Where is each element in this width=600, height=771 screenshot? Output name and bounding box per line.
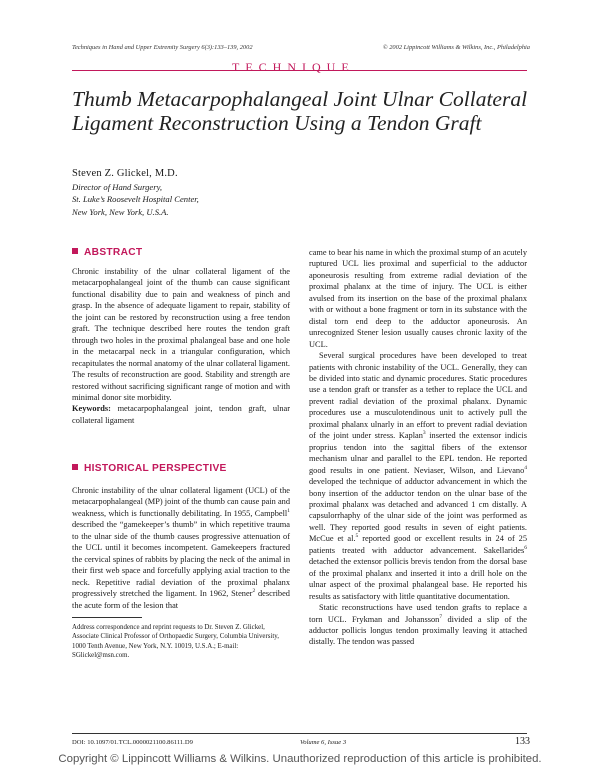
abstract-heading — [72, 247, 142, 258]
author-affiliation — [72, 181, 199, 218]
copyright-notice: Copyright © Lippincott Williams & Wilkins. Unauthorized reproduction of this article is prohibited. — [58, 753, 542, 765]
correspondence-footnote: Address correspondence and reprint requests to Dr. Steven Z. Glickel, Associate Clinical Professor of Orthopaedic Surgery, Columbia University, 1000 Tenth Avenue, New York, N.Y. 10019, U.S.A.; E-mail: SGlickel@msn.com. — [72, 624, 279, 660]
author-name: Steven Z. Glickel, M.D. — [72, 168, 178, 179]
running-head-journal: Techniques in Hand and Upper Extremity Surgery 6(3):133–139, 2002 — [72, 44, 253, 51]
heading-square-icon — [72, 248, 78, 254]
affiliation-line: New York, New York, U.S.A. — [72, 206, 169, 217]
footnote-rule — [72, 617, 142, 618]
keywords-label: Keywords: — [72, 404, 111, 414]
history-heading-text: HISTORICAL PERSPECTIVE — [84, 463, 227, 474]
body-paragraph: Static reconstructions have used tendon grafts to replace a torn UCL. Frykman and Johansson$^7$ divided a slip of the adductor pollicis longus tendon proximally leaving it attached distally. The tendon was passed — [309, 603, 528, 647]
article-title: Thumb Metacarpophalangeal Joint Ulnar Collateral Ligament Reconstruction Using a Tendon Graft — [72, 87, 528, 135]
abstract-heading-text: ABSTRACT — [84, 247, 143, 258]
section-label: TECHNIQUE — [232, 60, 355, 74]
keywords-text: metacarpophalangeal joint, tendon graft, ulnar collateral ligament — [72, 404, 290, 425]
abstract-keywords — [72, 403, 290, 426]
history-heading — [72, 463, 227, 474]
affiliation-line: Director of Hand Surgery, — [72, 182, 163, 192]
section-rule — [72, 70, 527, 71]
history-body — [72, 485, 290, 611]
body-paragraph: Several surgical procedures have been developed to treat patients with chronic instability of the UCL. Generally, they can be divided into static and dynamic procedures. Static procedures use a tendon graft or transfer as a tether to replace the UCL and prevent radial deviation of the proximal phalanx. Dynamic procedures use a musculotendinous unit to actively pull the proximal phalanx ulnarly in an effort to prevent radial deviation of the joint under stress. Kaplan$^3$ inserted the extensor indicis proprius tendon into the sagittal fibers of the extensor mechanism ulnar and parallel to the EPL tendon. He reported good results in one patient. Neviaser, Wilson, and Lievano$^4$ developed the technique of adductor advancement in which the bony insertion of the adductor tendon on the ulnar base of the proximal phalanx was detached and advanced 1 cm distally. A capsulorrhaphy of the ulnar side of the joint was performed as well. They reported good results in seven of eight patients. McCue et al.$^5$ reported good or excellent results in 24 of 25 patients treated with adductor advancement. Sakellarides$^6$ detached the extensor pollicis brevis tendon from the dorsal base of the proximal phalanx and inserted it into a drill hole on the ulnar aspect of the proximal phalangeal base. He reported his results as satisfactory with little quantitative documentation. — [309, 351, 527, 601]
right-column-body — [309, 247, 527, 648]
page-number: 133 — [515, 736, 530, 747]
body-paragraph: came to bear his name in which the proximal stump of an acutely ruptured UCL lies proximal and superficial to the adductor aponeurosis resulting from extreme radial deviation of the proximal phalanx at the time of injury. The UCL is either avulsed from its insertion on the base of the proximal phalanx with or without a bone fragment or torn in its substance with the distal torn end deep to the adductor aponeurosis. An unrecognized Stener lesion usually causes chronic laxity of the UCL. — [309, 248, 527, 349]
heading-square-icon — [72, 464, 78, 470]
running-head-publisher: © 2002 Lippincott Williams & Wilkins, Inc., Philadelphia — [382, 44, 530, 51]
history-paragraph: Chronic instability of the ulnar collateral ligament (UCL) of the metacarpophalangeal (MP) joint of the thumb can cause pain and weakness, which is functionally debilitating. In 1955, Campbell$^1$ described the “gamekeeper’s thumb” in which repetitive trauma to the ulnar side of the thumb causes progressive attenuation of the UCL until it becomes incompetent. Gamekeepers fractured the cervical spines of rabbits by placing the neck of the animal in their first web space and forcefully applying axial traction to the neck. Repetitive radial deviation of the proximal phalanx progressively stretched the ligament. In 1962, Stener$^2$ described the acute form of the lesion that — [72, 486, 290, 610]
footer-doi: DOI: 10.1097/01.TCL.0000021100.86111.D9 — [72, 739, 193, 746]
footer-rule — [72, 733, 527, 734]
abstract-body — [72, 266, 290, 426]
affiliation-line: St. Luke’s Roosevelt Hospital Center, — [72, 194, 199, 205]
footer-volume: Volume 6, Issue 3 — [300, 739, 347, 746]
abstract-text: Chronic instability of the ulnar collateral ligament of the metacarpophalangeal joint of the thumb can cause significant functional disability due to pain and weakness of pinch and grasp. In the absence of adequate ligament to repair, stability of the joint can be restored by reconstruction using a free tendon graft. The technique described here routes the tendon graft through two holes in the proximal phalangeal base and one hole in the metacarpal neck in a triangular configuration, which recapitulates the normal anatomy of the ulnar collateral ligament. The results of reconstruction are good. Stability and strength are restored without sacrificing significant range of motion and with minimal donor site morbidity. — [72, 267, 291, 402]
